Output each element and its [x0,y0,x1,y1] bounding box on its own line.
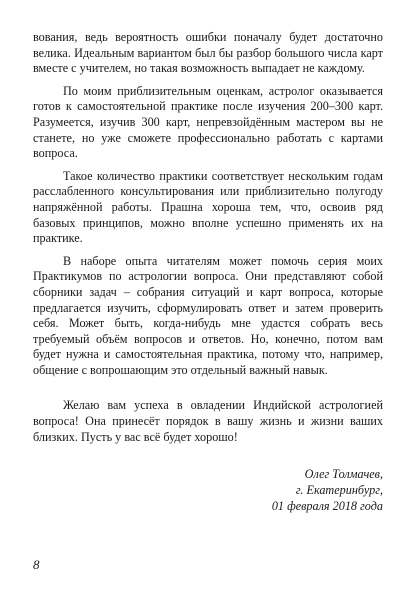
signature-date: 01 февраля 2018 года [271,499,383,514]
paragraph-gap [33,77,383,84]
paragraph-continuation: вования, ведь вероятность ошибки поначалу будет достаточно велика. Идеальным вариантом был бы разбор большого числа карт вместе с учителем, но такая возможность выпадает не каждому. [33,30,383,76]
page-body [33,30,383,590]
paragraph-gap [33,247,383,254]
signature-author: Олег Толмачев, [304,467,383,482]
paragraph-estimate: По моим приблизительным оценкам, астролог оказывается готов к самостоятельной практике после изучения 200–300 карт. Разумеется, изучив 300 карт, непревзойдённым мастером вы не станете, но уже сможете профессионально работать с картами вопроса. [33,83,383,161]
signature-block [33,466,383,514]
paragraph-gap [33,162,383,169]
paragraph-gap [33,378,383,398]
signature-city: г. Екатеринбург, [295,483,383,498]
page-number: 8 [33,557,40,572]
paragraph-practice: Такое количество практики соответствует нескольким годам расслабленного консультирования или приблизительно полугоду напряжённой работы. Прашна хороша тем, что, освоив ряд базовых принципов, можно вполне успешно применять их на практике. [33,168,383,246]
paragraph-workbooks: В наборе опыта читателям может помочь серия моих Практикумов по астрологии вопроса. Они представляют собой сборники задач – собрания ситуаций и карт вопроса, которые предлагается изучить, сформулировать ответ и затем проверить себя. Может быть, когда-нибудь мне удастся собрать весь требуемый объём вопросов и ответов. Но, конечно, потом вам будет нужна и самостоятельная практика, потому что, например, общение с вопрошающим это отдельный важный навык. [33,253,383,377]
paragraph-wishes: Желаю вам успеха в овладении Индийской астрологией вопроса! Она принесёт порядок в вашу жизнь и жизни ваших близких. Пусть у вас всё будет хорошо! [33,398,383,444]
